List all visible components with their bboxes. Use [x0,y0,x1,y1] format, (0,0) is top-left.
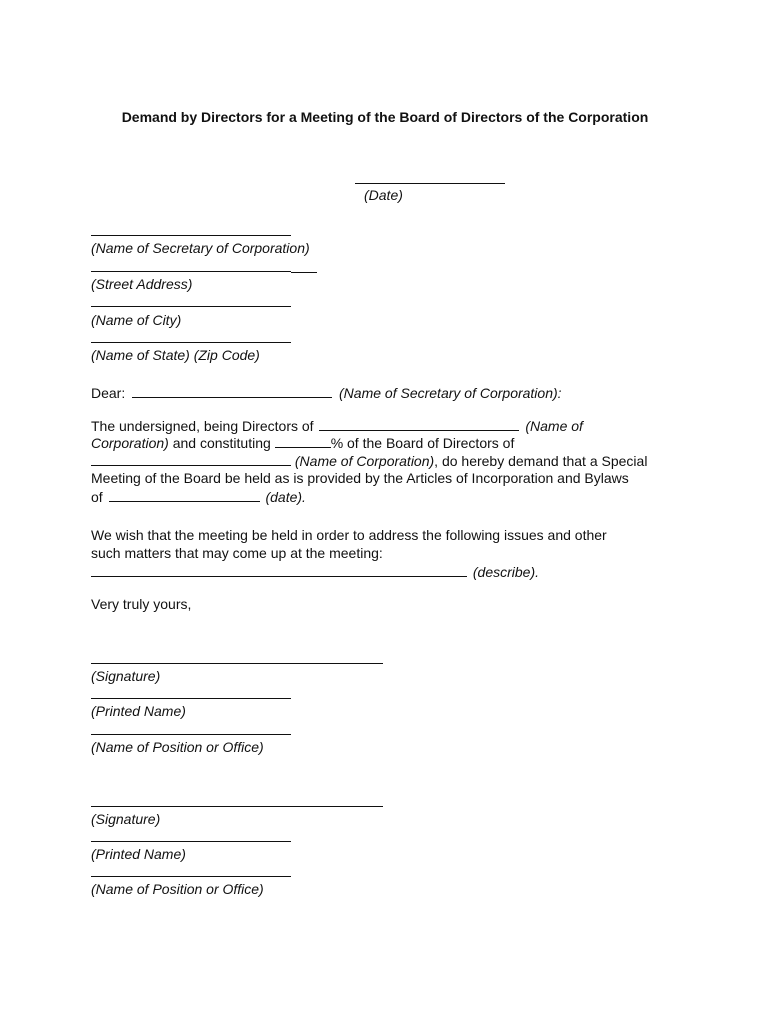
street-address-label: (Street Address) [91,276,193,292]
printed-name-label-1: (Printed Name) [91,703,186,719]
para1-italic-corporation: Corporation) [91,435,169,451]
dear-text: Dear: [91,385,126,401]
para1-text-directors: The undersigned, being Directors of [91,418,314,434]
position-label-2: (Name of Position or Office) [91,881,264,897]
closing: Very truly yours, [91,596,192,612]
printed-name-line-2[interactable] [91,841,291,842]
date-line[interactable] [355,183,505,184]
salutation-blank[interactable] [132,384,332,398]
signature-line-1[interactable] [91,663,383,664]
document-title: Demand by Directors for a Meeting of the Board of Directors of the Corporation [121,109,649,125]
date-label: (Date) [364,187,403,203]
para1-text-percent: % of the Board of Directors of [330,435,515,451]
para1-line1 [91,417,583,435]
para1-text-demand: , do hereby demand that a Special [434,453,648,469]
describe-issues-blank[interactable] [91,563,467,577]
position-label-1: (Name of Position or Office) [91,739,264,755]
percentage-blank[interactable] [275,434,331,448]
para1-line3 [91,452,647,470]
corporation-name-blank-2[interactable] [91,452,291,466]
para1-text-constituting: and constituting [172,435,271,451]
signature-label-2: (Signature) [91,811,161,827]
city-label: (Name of City) [91,312,182,328]
state-zip-label: (Name of State) (Zip Code) [91,347,260,363]
para2-line1: We wish that the meeting be held in order to address the following issues and other [91,527,607,543]
street-address-line[interactable] [91,271,291,272]
para1-text-of: of [91,489,103,505]
para1-line2 [91,434,514,452]
para2-italic-describe: (describe). [472,564,540,580]
corporation-name-blank-1[interactable] [319,417,519,431]
signature-label-1: (Signature) [91,668,161,684]
para2-line3 [91,563,539,581]
para1-italic-name-of-corporation: (Name of Corporation) [294,453,435,469]
para1-italic-name-of: (Name of [525,418,583,434]
printed-name-line-1[interactable] [91,698,291,699]
salutation-secretary-label: (Name of Secretary of Corporation): [339,385,562,401]
para1-italic-date: (date). [265,489,306,505]
street-address-line-extension [291,272,317,273]
salutation [91,384,562,402]
position-line-1[interactable] [91,734,291,735]
para1-line4: Meeting of the Board be held as is provided by the Articles of Incorporation and Bylaws [91,470,629,486]
state-zip-line[interactable] [91,342,291,343]
meeting-date-blank[interactable] [109,488,260,502]
position-line-2[interactable] [91,876,291,877]
city-line[interactable] [91,306,291,307]
para1-line5 [91,488,306,506]
signature-line-2[interactable] [91,806,383,807]
secretary-name-label: (Name of Secretary of Corporation) [91,240,310,256]
printed-name-label-2: (Printed Name) [91,846,186,862]
para2-line2: such matters that may come up at the meeting: [91,545,383,561]
secretary-name-line[interactable] [91,235,291,236]
